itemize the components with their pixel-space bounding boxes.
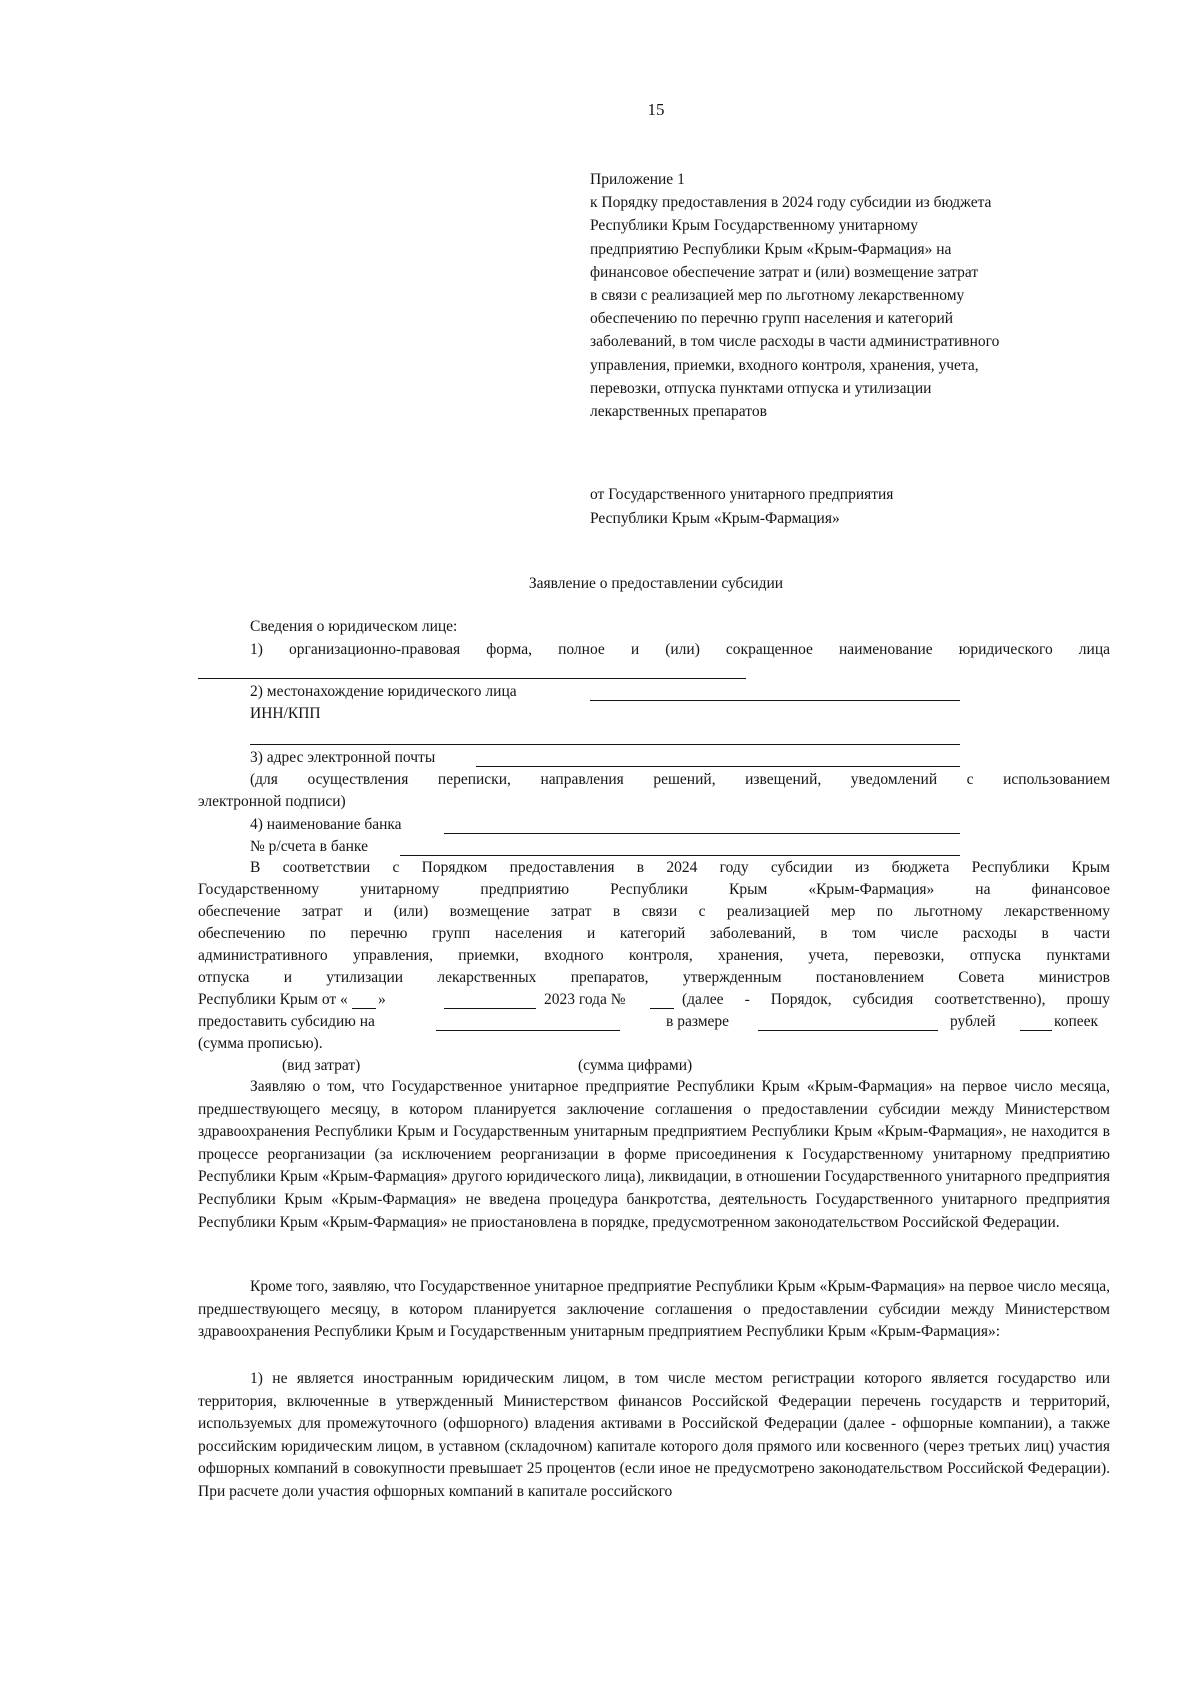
statement-text: Кроме того, заявляю, что Государственное унитарное предприятие Республики Крым «Крым-Фармация» на первое число месяца, предшествующего месяцу, в котором планируется заключение соглашения о предоставлении субсидии между Министерством здравоохранения Республики Крым и Государственным унитарным предприятием Республики Крым «Крым-Фармация»: xyxy=(198,1278,1110,1341)
from-line: Республики Крым «Крым-Фармация» xyxy=(590,509,840,527)
cost-type-field[interactable] xyxy=(436,1030,620,1031)
compliance-line: отпуска и утилизации лекарственных препаратов, утвержденным постановлением Совета министров xyxy=(198,969,1110,986)
form-item-1: 1) организационно-правовая форма, полное и (или) сокращенное наименование юридического лица xyxy=(250,641,1110,658)
org-name-field[interactable] xyxy=(198,678,746,679)
appendix-line: финансовое обеспечение затрат и (или) возмещение затрат xyxy=(590,263,979,281)
form-item-2: 2) местонахождение юридического лица xyxy=(250,683,517,700)
compliance-line: В соответствии с Порядком предоставления в 2024 году субсидии из бюджета Республики Крым xyxy=(250,859,1110,876)
appendix-line: Республики Крым Государственному унитарному xyxy=(590,217,918,235)
form-item-3: 3) адрес электронной почты xyxy=(250,749,436,766)
from-block xyxy=(590,483,893,530)
document-title: Заявление о предоставлении субсидии xyxy=(528,575,784,592)
email-note-cont: электронной подписи) xyxy=(198,793,346,810)
appendix-line: Приложение 1 xyxy=(590,171,685,188)
rubles-label: рублей xyxy=(950,1013,996,1030)
form-item-4: 4) наименование банка xyxy=(250,816,402,833)
decree-month-field[interactable] xyxy=(444,1008,536,1009)
appendix-line: к Порядку предоставления в 2024 году субсидии из бюджета xyxy=(590,194,992,212)
decree-suffix: (далее - Порядок, субсидия соответственно), прошу xyxy=(682,991,1110,1008)
from-line: от Государственного унитарного предприятия xyxy=(590,486,894,503)
statement-offshore xyxy=(198,1368,1110,1504)
amount-digits-field[interactable] xyxy=(758,1030,938,1031)
decree-day-field[interactable] xyxy=(352,1008,376,1009)
compliance-line: административного управления, приемки, входного контроля, хранения, учета, перевозки, отпуска пунктами xyxy=(198,947,1110,964)
appendix-line: обеспечению по перечню групп населения и категорий xyxy=(590,310,954,328)
appendix-line: лекарственных препаратов xyxy=(590,403,767,421)
decree-number-field[interactable] xyxy=(650,1008,674,1009)
inn-label: ИНН/КПП xyxy=(250,705,321,722)
appendix-line: предприятию Республики Крым «Крым-Фармация» на xyxy=(590,240,952,258)
email-note: (для осуществления переписки, направления решений, извещений, уведомлений с использованием xyxy=(250,771,1110,788)
cost-type-caption: (вид затрат) xyxy=(282,1057,361,1074)
statement-text: 1) не является иностранным юридическим лицом, в том числе местом регистрации которого является государство или территория, включенные в утвержденный Министерством финансов Российской Федерации перечень государств и территорий, используемых для промежуточного (офшорного) владения активами в Российской Федерации (далее - офшорные компании), а также российским юридическим лицом, в уставном (складочном) капитале которого доля прямого или косвенного (через третьих лиц) участия офшорных компаний в совокупности превышает 25 процентов (если иное не предусмотрено законодательством Российской Федерации). При расчете доли участия офшорных компаний в капитале российского xyxy=(198,1370,1110,1500)
sum-words-note: (сумма прописью). xyxy=(198,1035,323,1052)
appendix-line: перевозки, отпуска пунктами отпуска и утилизации xyxy=(590,379,932,397)
kopecks-label: копеек xyxy=(1054,1013,1099,1030)
appendix-header xyxy=(590,168,1110,423)
compliance-line: Государственному унитарному предприятию Республики Крым «Крым-Фармация» на финансовое xyxy=(198,881,1110,898)
decree-year: 2023 года № xyxy=(544,991,626,1008)
page-number: 15 xyxy=(647,100,665,119)
decree-quote: » xyxy=(378,991,386,1008)
decree-prefix: Республики Крым от « xyxy=(198,991,348,1008)
kopecks-field[interactable] xyxy=(1020,1030,1052,1031)
compliance-line: обеспечению по перечню групп населения и категорий заболеваний, в том числе расходы в части xyxy=(198,925,1110,942)
statement-text: Заявляю о том, что Государственное унитарное предприятие Республики Крым «Крым-Фармация» на первое число месяца, предшествующего месяцу, в котором планируется заключение соглашения о предоставлении субсидии между Министерством здравоохранения Республики Крым и Государственным унитарным предприятием Республики Крым «Крым-Фармация», не находится в процессе реорганизации (за исключением реорганизации в форме присоединения к Государственному унитарному предприятию Республики Крым «Крым-Фармация» другого юридического лица), ликвидации, в отношении Государственного унитарного предприятия Республики Крым «Крым-Фармация» не введена процедура банкротства, деятельность Государственного унитарного предприятия Республики Крым «Крым-Фармация» не приостановлена в порядке, предусмотренном законодательством Российской Федерации. xyxy=(198,1078,1110,1231)
account-label: № р/счета в банке xyxy=(250,838,368,855)
request-prefix: предоставить субсидию на xyxy=(198,1013,375,1030)
email-field[interactable] xyxy=(476,766,960,767)
appendix-line: в связи с реализацией мер по льготному лекарственному xyxy=(590,287,965,305)
compliance-line: обеспечение затрат и (или) возмещение затрат в связи с реализацией мер по льготному лекарственному xyxy=(198,903,1110,920)
appendix-line: заболеваний, в том числе расходы в части административного xyxy=(590,333,1000,351)
account-field[interactable] xyxy=(400,855,960,856)
amount-label: в размере xyxy=(666,1013,730,1030)
sum-digits-caption: (сумма цифрами) xyxy=(578,1057,693,1074)
bank-name-field[interactable] xyxy=(444,833,960,834)
statement-reorganization xyxy=(198,1076,1110,1234)
statement-additional xyxy=(198,1276,1110,1344)
address-field[interactable] xyxy=(590,700,960,701)
appendix-line: управления, приемки, входного контроля, хранения, учета, xyxy=(590,356,979,374)
inn-kpp-field[interactable] xyxy=(250,744,960,745)
form-intro: Сведения о юридическом лице: xyxy=(250,618,458,635)
